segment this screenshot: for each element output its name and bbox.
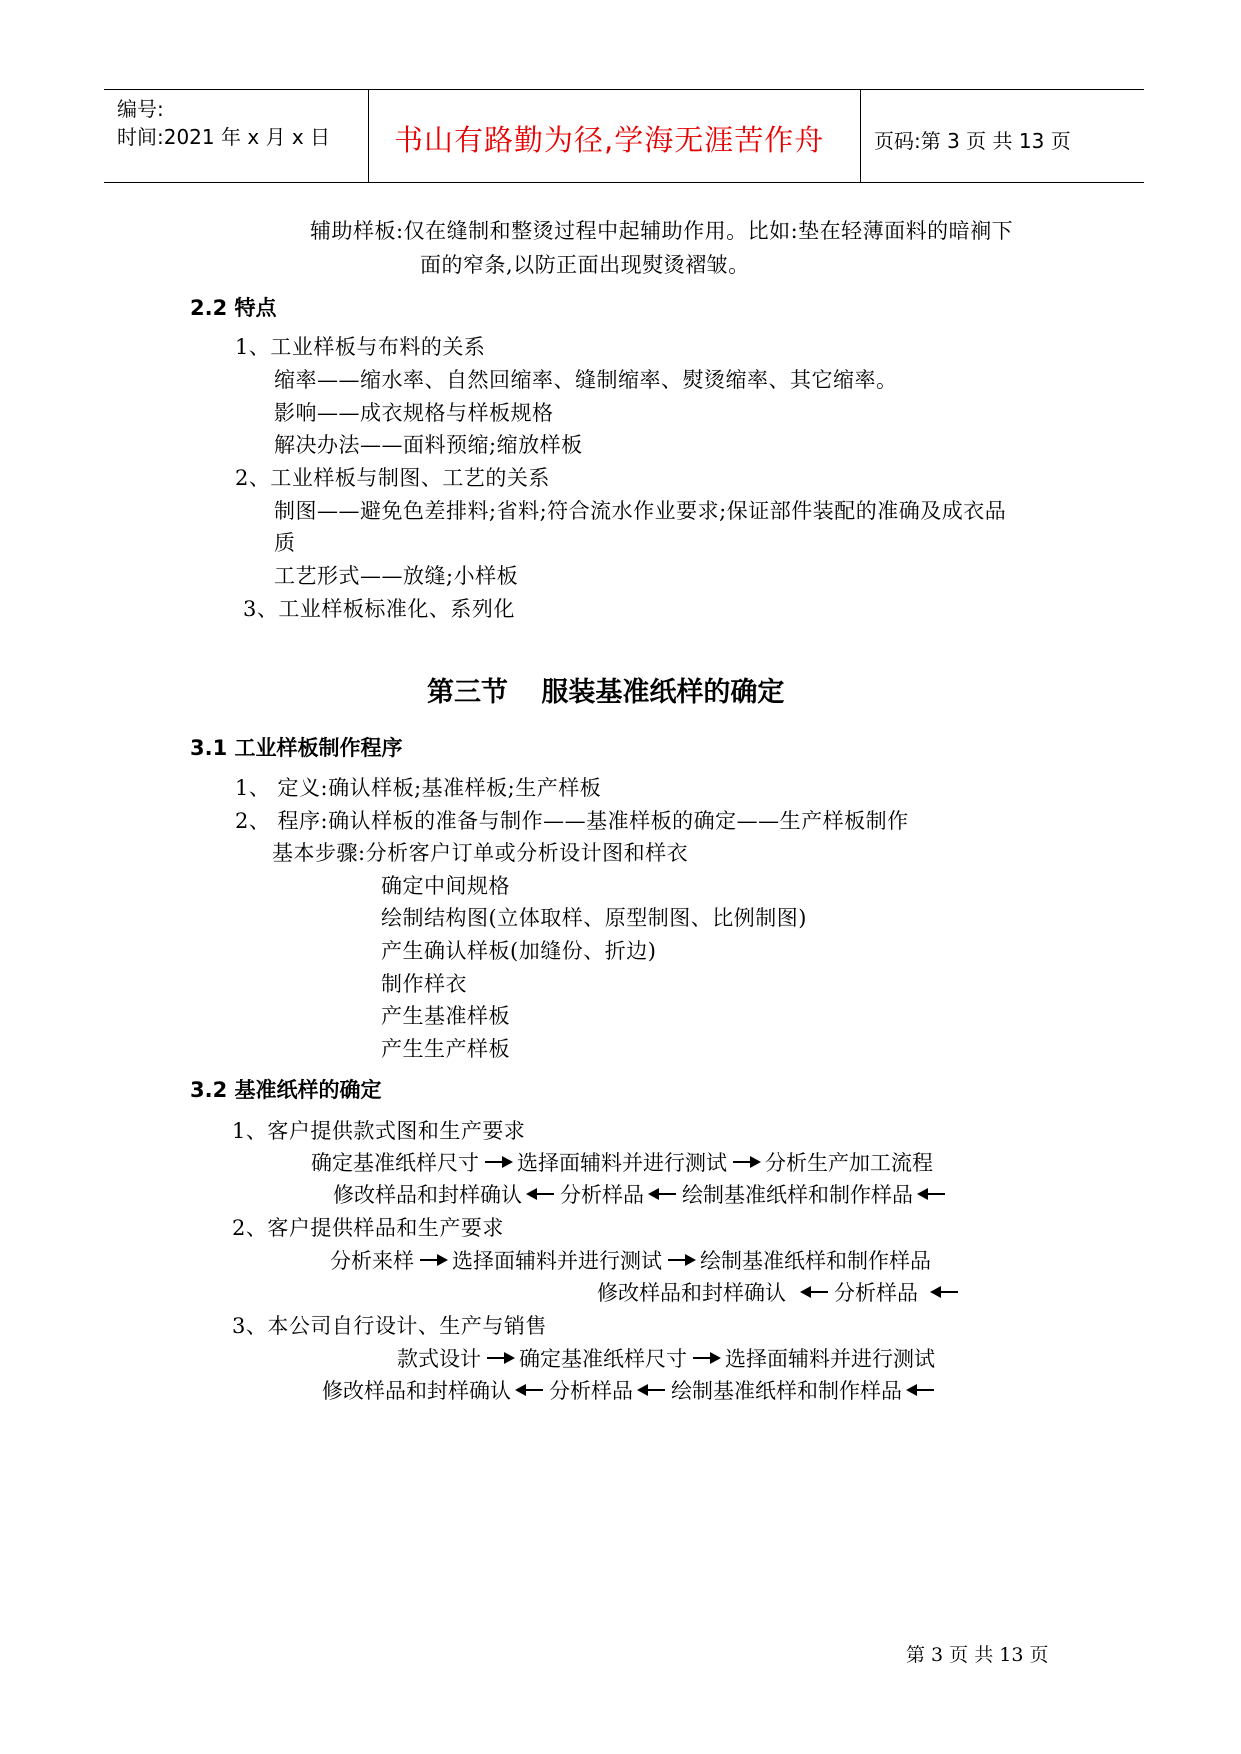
- s32-case-1: 1、客户提供款式图和生产要求: [232, 1119, 526, 1143]
- heading-3-1: 3.1 工业样板制作程序: [190, 736, 403, 760]
- footer-page-number: 第 3 页 共 13 页: [906, 1644, 1049, 1666]
- arrow-right-icon: [691, 1351, 721, 1365]
- arrow-left-icon: [526, 1187, 556, 1201]
- flow-step: 确定基准纸样尺寸: [311, 1151, 479, 1175]
- header-divider-right: [860, 89, 861, 183]
- s22-item-2-b: 工艺形式——放缝;小样板: [274, 564, 519, 588]
- flow-step: 修改样品和封样确认: [597, 1281, 786, 1305]
- arrow-left-icon: [648, 1187, 678, 1201]
- s31-steps-label: 基本步骤:分析客户订单或分析设计图和样衣: [272, 841, 689, 865]
- s22-item-1-c: 解决办法——面料预缩;缩放样板: [274, 433, 583, 457]
- flow-step: 分析样品: [549, 1379, 633, 1403]
- arrow-left-icon: [515, 1383, 545, 1397]
- flow-step: 选择面辅料并进行测试: [452, 1249, 662, 1273]
- date-label: 时间:2021 年 x 月 x 日: [117, 125, 331, 149]
- flow-step: 修改样品和封样确认: [322, 1379, 511, 1403]
- s31-step: 产生生产样板: [381, 1037, 510, 1061]
- s22-item-1: 1、工业样板与布料的关系: [235, 335, 486, 359]
- flow-row: [597, 1277, 964, 1307]
- s22-item-1-a: 缩率——缩水率、自然回缩率、缝制缩率、熨烫缩率、其它缩率。: [274, 368, 898, 392]
- arrow-left-icon: [800, 1285, 830, 1299]
- s22-item-1-b: 影响——成衣规格与样板规格: [274, 401, 554, 425]
- flow-row: [311, 1147, 933, 1177]
- s31-item-1: 1、 定义:确认样板;基准样板;生产样板: [235, 776, 602, 800]
- flow-row: [330, 1245, 931, 1275]
- heading-2-2: 2.2 特点: [190, 296, 277, 320]
- flow-step: 分析样品: [560, 1183, 644, 1207]
- header-divider-left: [368, 89, 369, 183]
- s22-item-2-a1: 制图——避免色差排料;省料;符合流水作业要求;保证部件装配的准确及成衣品: [274, 499, 1007, 523]
- flow-step: 绘制基准纸样和制作样品: [682, 1183, 913, 1207]
- flow-step: 分析样品: [834, 1281, 918, 1305]
- s31-step: 制作样衣: [381, 972, 467, 996]
- s31-step: 确定中间规格: [381, 874, 510, 898]
- s31-step: 绘制结构图(立体取样、原型制图、比例制图): [381, 906, 807, 930]
- s32-case-2: 2、客户提供样品和生产要求: [232, 1216, 504, 1240]
- s31-step: 产生基准样板: [381, 1004, 510, 1028]
- s22-item-3: 3、工业样板标准化、系列化: [243, 597, 515, 621]
- arrow-right-icon: [418, 1253, 448, 1267]
- flow-step: 修改样品和封样确认: [333, 1183, 522, 1207]
- header-top-rule: [104, 89, 1144, 90]
- arrow-left-icon: [637, 1383, 667, 1397]
- flow-step: 绘制基准纸样和制作样品: [671, 1379, 902, 1403]
- s31-step: 产生确认样板(加缝份、折边): [381, 939, 657, 963]
- flow-step: 绘制基准纸样和制作样品: [700, 1249, 931, 1273]
- intro-line-2: 面的窄条,以防正面出现熨烫褶皱。: [420, 253, 750, 277]
- flow-row: [322, 1375, 940, 1405]
- heading-3-2: 3.2 基准纸样的确定: [190, 1078, 382, 1102]
- flow-step: 确定基准纸样尺寸: [519, 1347, 687, 1371]
- s32-case-3: 3、本公司自行设计、生产与销售: [232, 1314, 547, 1338]
- arrow-left-icon: [906, 1383, 936, 1397]
- header-page-number: 页码:第 3 页 共 13 页: [874, 129, 1071, 153]
- flow-step: 分析来样: [330, 1249, 414, 1273]
- serial-number-label: 编号:: [117, 97, 164, 121]
- section-3-title: 第三节 服装基准纸样的确定: [427, 677, 785, 708]
- s22-item-2-a2: 质: [274, 531, 296, 555]
- arrow-right-icon: [666, 1253, 696, 1267]
- flow-row: [397, 1343, 935, 1373]
- arrow-right-icon: [485, 1351, 515, 1365]
- intro-line-1: 辅助样板:仅在缝制和整烫过程中起辅助作用。比如:垫在轻薄面料的暗裥下: [310, 219, 1014, 243]
- flow-step: 款式设计: [397, 1347, 481, 1371]
- arrow-left-icon: [917, 1187, 947, 1201]
- flow-step: 选择面辅料并进行测试: [517, 1151, 727, 1175]
- arrow-left-icon: [930, 1285, 960, 1299]
- flow-row: [333, 1179, 951, 1209]
- arrow-right-icon: [483, 1155, 513, 1169]
- flow-step: 选择面辅料并进行测试: [725, 1347, 935, 1371]
- header-motto: 书山有路勤为径,学海无涯苦作舟: [394, 123, 825, 157]
- arrow-right-icon: [731, 1155, 761, 1169]
- flow-step: 分析生产加工流程: [765, 1151, 933, 1175]
- header-bottom-rule: [104, 182, 1144, 183]
- s22-item-2: 2、工业样板与制图、工艺的关系: [235, 466, 550, 490]
- s31-item-2: 2、 程序:确认样板的准备与制作——基准样板的确定——生产样板制作: [235, 809, 909, 833]
